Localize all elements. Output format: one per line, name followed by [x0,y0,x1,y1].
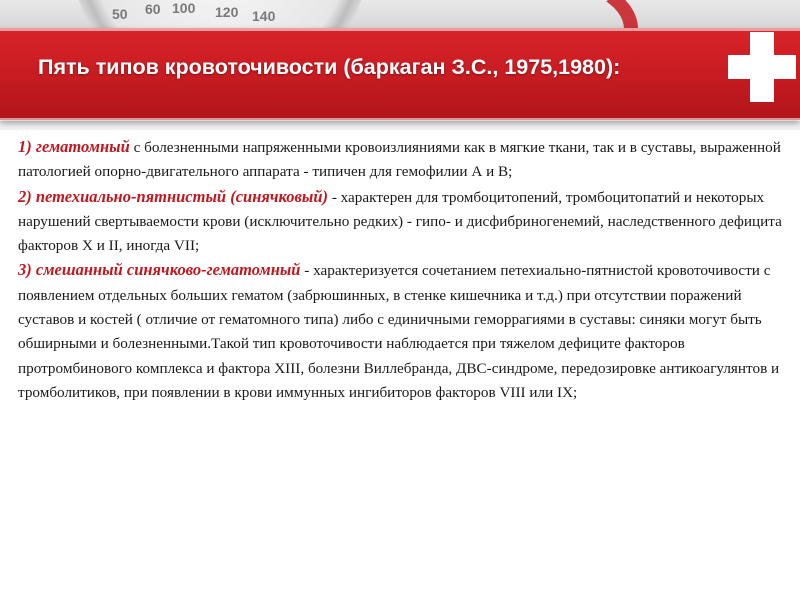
bleeding-type-term: 1) гематомный [18,137,130,156]
slide-body [18,135,788,405]
bleeding-type-term: 2) петехиально-пятнистый (синячковый) [18,186,329,206]
medical-cross-icon [728,28,796,106]
gauge-number: 100 [172,0,196,16]
gauge-number: 60 [145,1,161,17]
gauge-number: 50 [112,6,128,22]
bleeding-type-description: с болезненными напряженными кровоизлияниями как в мягкие ткани, так и в суставы, выраженной патологией опорно-двигательного аппарата - типичен для гемофилии А и В; [18,139,781,181]
band-divider-bottom [0,118,800,121]
gauge-number: 120 [215,4,239,20]
bleeding-type-item [18,185,788,259]
bleeding-type-item [18,135,788,185]
header-banner [0,0,800,130]
bleeding-type-description: - характеризуется сочетанием петехиально-пятнистой кровоточивости с появлением отдельных больших гематом (забрюшинных, в стенке кишечника и т.д.) при отсутствии поражений суставов и костей ( отличие от гематомного типа) либо с единичными геморрагиями в суставы: синяки могут быть обширными и болезненными.Такой тип кровоточивости наблюдается при тяжелом дефиците факторов протромбинового комплекса и фактора XIII, болезни Виллебранда, ДВС-синдроме, передозировке антикоагулянтов и тромболитиков, при появлении в крови иммунных ингибиторов факторов VIII или IX; [18,262,780,401]
slide-title: Пять типов кровоточивости (баркаган З.С., 1975,1980): [38,55,621,79]
band-divider-top [0,28,800,31]
bleeding-type-term: 3) смешанный синячково-гематомный [18,260,301,280]
bleeding-type-item [18,258,788,405]
bleeding-type-description: - характерен для тромбоцитопений, тромбоцитопатий и некоторых нарушений свертываемости крови (исключительно редких) - гипо- и дисфибриногенемий, наследственного дефицита факторов X и II, иногда VII; [18,188,782,255]
gauge-number: 140 [252,8,276,24]
